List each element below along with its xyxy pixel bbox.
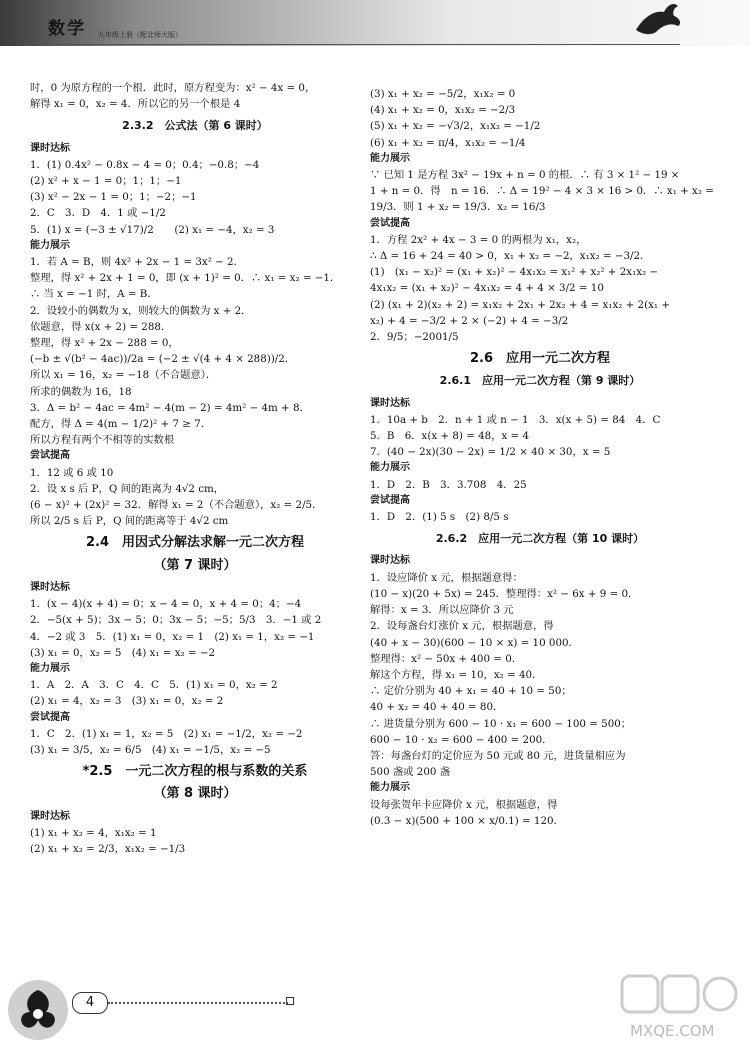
answer-line: (0.3 − x)(500 + 100 × x/0.1) = 120． xyxy=(370,814,564,827)
section-heading: 2.4 用因式分解法求解一元二次方程 xyxy=(85,535,305,551)
page-number: 4 xyxy=(72,992,108,1014)
answer-line: 1 + n = 0．得 n = 16．∴ Δ = 19² − 4 × 3 × 16 > 0．∴ x₁ + x₂ = xyxy=(370,185,714,198)
answer-line: 2．设 x s 后 P，Q 间的距离为 4√2 cm， xyxy=(30,482,225,495)
answer-line: (3) x₁ = 3/5，x₂ = 6/5 (4) x₁ = −1/5，x₂ = −5 xyxy=(30,743,271,756)
answer-line: (−b ± √(b² − 4ac))/2a = (−2 ± √(4 + 4 × 288))/2． xyxy=(30,353,296,366)
answer-line: 4x₁x₂ = (x₁ + x₂)² − 4x₁x₂ = 4 + 4 × 3/2 = 10 xyxy=(370,282,604,295)
answer-line: 依题意，得 x(x + 2) = 288． xyxy=(30,320,172,333)
answer-line: (3) x² − 2x − 1 = 0；1；−2；−1 xyxy=(30,191,197,204)
answer-line: 5．(1) x = (−3 ± √17)/2 (2) x₁ = −4，x₂ = 3 xyxy=(30,223,275,236)
section-label: 课时达标 xyxy=(370,555,410,567)
answer-line: 1．D 2．(1) 5 s (2) 8/5 s xyxy=(370,511,509,524)
answer-line: 500 盏或 200 盏 xyxy=(370,766,451,779)
answer-line: 2．C 3．D 4．1 或 −1/2 xyxy=(30,207,166,220)
answer-line: 所求的偶数为 16，18 xyxy=(30,385,132,398)
section-heading: 2.6.2 应用一元二次方程（第 10 课时） xyxy=(435,532,645,546)
answer-line: (2) x₁ + x₂ = 2/3，x₁x₂ = −1/3 xyxy=(30,842,186,855)
section-label: 能力展示 xyxy=(30,239,70,251)
answer-line: 所以方程有两个不相等的实数根 xyxy=(30,434,175,447)
answer-line: ∴ 进货量分别为 600 − 10 · x₁ = 600 − 100 = 500； xyxy=(370,717,632,730)
section-label: 尝试提高 xyxy=(370,494,410,506)
answer-line: 解这个方程，得 x₁ = 10，x₂ = 40． xyxy=(370,668,543,681)
answer-line: (2) (x₁ + 2)(x₂ + 2) = x₁x₂ + 2x₁ + 2x₂ + 4 = x₁x₂ + 2(x₁ + xyxy=(370,298,670,311)
left-column xyxy=(30,80,360,857)
footer-dotted-rule xyxy=(108,1002,288,1004)
header-rule xyxy=(40,44,680,45)
answer-line: 1．12 或 6 或 10 xyxy=(30,466,114,479)
answer-line: ∵ 已知 1 是方程 3x² − 19x + n = 0 的根．∴ 有 3 × 1² − 19 × xyxy=(370,169,680,182)
answer-line: 2．−5(x + 5)；3x − 5；0；3x − 5；−5；5/3 3．−1 或 2 xyxy=(30,614,322,627)
answer-line: (10 − x)(20 + 5x) = 245．整理得：x² − 6x + 9 = 0． xyxy=(370,587,639,600)
section-heading: 2.6.1 应用一元二次方程（第 9 课时） xyxy=(439,374,641,388)
answer-line: (1) x₁ + x₂ = 4，x₁x₂ = 1 xyxy=(30,826,157,839)
answer-line: 时，0 为原方程的一个根．此时，原方程变为：x² − 4x = 0， xyxy=(30,82,316,94)
answer-line: 1．(x − 4)(x + 4) = 0；x − 4 = 0，x + 4 = 0；4；−4 xyxy=(30,598,302,611)
section-label: 课时达标 xyxy=(370,397,410,409)
answer-line: 1．A 2．A 3．C 4．C 5．(1) x₁ = 0，x₂ = 2 xyxy=(30,679,278,692)
section-label: 能力展示 xyxy=(370,462,410,474)
watermark-text: MXQE.COM xyxy=(630,1022,715,1040)
answer-line: (6 − x)² + (2x)² = 32．解得 x₁ = 2（不合题意），x₂ = 2/5． xyxy=(30,499,323,512)
grade-label: 九年级上册（配北师大版） xyxy=(98,31,182,39)
section-heading: *2.5 一元二次方程的根与系数的关系 xyxy=(82,764,308,780)
subject-title: 数学 xyxy=(48,19,86,39)
answer-line: 600 − 10 · x₂ = 600 − 400 = 200． xyxy=(370,733,553,746)
answer-line: (6) x₁ + x₂ = π/4，x₁x₂ = −1/4 xyxy=(370,136,526,149)
section-heading: （第 8 课时） xyxy=(153,786,237,802)
answer-line: 1．(1) 0.4x² − 0.8x − 4 = 0；0.4；−0.8；−4 xyxy=(30,158,260,171)
answer-line: (2) x² + x − 1 = 0；1；1；−1 xyxy=(30,175,182,188)
bird-logo-icon xyxy=(634,2,684,42)
page-header xyxy=(0,0,750,52)
section-label: 课时达标 xyxy=(30,142,70,154)
answer-line: 设每张贺年卡应降价 x 元，根据题意，得 xyxy=(370,798,558,811)
section-label: 课时达标 xyxy=(30,581,70,593)
answer-line: 2．设每盏台灯涨价 x 元，根据题意，得 xyxy=(370,620,554,633)
answer-line: 3．Δ = b² − 4ac = 4m² − 4(m − 2) = 4m² − 4m + 8． xyxy=(30,401,310,414)
answer-line: 40 + x₂ = 40 + 40 = 80． xyxy=(370,701,504,714)
footer-square-icon xyxy=(286,997,294,1005)
answer-line: 所以 x₁ = 16，x₂ = −18（不合题意）． xyxy=(30,369,217,382)
answer-line: 2．9/5；−2001/5 xyxy=(370,331,459,344)
section-label: 能力展示 xyxy=(30,662,70,674)
section-heading: （第 7 课时） xyxy=(153,557,237,573)
flower-ornament-icon xyxy=(4,960,74,1048)
answer-line: 2．设较小的偶数为 x，则较大的偶数为 x + 2． xyxy=(30,304,252,317)
answer-line: 5．B 6．x(x + 8) = 48，x = 4 xyxy=(370,430,530,443)
answer-line: 7．(40 − 2x)(30 − 2x) = 1/2 × 40 × 30，x = 5 xyxy=(370,446,611,459)
section-label: 课时达标 xyxy=(30,810,70,822)
answer-line: 所以 2/5 s 后 P，Q 间的距离等于 4√2 cm xyxy=(30,515,229,528)
answer-line: (4) x₁ + x₂ = 0，x₁x₂ = −2/3 xyxy=(370,104,516,117)
answer-line: 解得 x₁ = 0，x₂ = 4．所以它的另一个根是 4 xyxy=(30,98,241,111)
answer-line: 整理，得 x² + 2x − 288 = 0， xyxy=(30,337,179,350)
answer-line: ∴ Δ = 16 + 24 = 40 > 0，x₁ + x₂ = −2，x₁x₂ = −3/2． xyxy=(370,250,651,263)
page-footer xyxy=(0,960,750,1048)
answer-line: (1) (x₁ − x₂)² = (x₁ + x₂)² − 4x₁x₂ = x₁² + x₂² + 2x₁x₂ − xyxy=(370,266,659,279)
section-label: 能力展示 xyxy=(370,152,410,164)
answer-line: 1．C 2．(1) x₁ = 1，x₂ = 5 (2) x₁ = −1/2，x₂ = −2 xyxy=(30,727,303,740)
section-label: 尝试提高 xyxy=(30,450,70,462)
right-column xyxy=(370,86,714,829)
answer-line: (2) x₁ = 4，x₂ = 3 (3) x₁ = 0，x₂ = 2 xyxy=(30,695,224,708)
answer-line: 1．方程 2x² + 4x − 3 = 0 的两根为 x₁，x₂， xyxy=(370,233,587,246)
section-label: 能力展示 xyxy=(370,782,410,794)
answer-line: (3) x₁ + x₂ = −5/2，x₁x₂ = 0 xyxy=(370,88,516,100)
answer-line: 1．若 A = B，则 4x² + 2x − 1 = 3x² − 2． xyxy=(30,256,244,269)
answer-line: x₂) + 4 = −3/2 + 2 × (−2) + 4 = −3/2 xyxy=(370,314,569,327)
section-label: 尝试提高 xyxy=(30,711,70,723)
answer-line: 答：每盏台灯的定价应为 50 元或 80 元，进货量相应为 xyxy=(370,749,626,762)
answer-line: (40 + x − 30)(600 − 10 × x) = 10 000． xyxy=(370,636,579,649)
answer-line: ∴ 当 x = −1 时，A = B． xyxy=(30,288,158,301)
answer-line: 整理得：x² − 50x + 400 = 0． xyxy=(370,652,523,665)
answer-line: ∴ 定价分别为 40 + x₁ = 40 + 10 = 50； xyxy=(370,685,572,698)
answer-line: (3) x₁ = 0，x₂ = 5 (4) x₁ = x₂ = −2 xyxy=(30,646,216,659)
section-label: 尝试提高 xyxy=(370,217,410,229)
section-heading: 2.6 应用一元二次方程 xyxy=(469,351,611,367)
answer-line: 1．D 2．B 3．3.708 4．25 xyxy=(370,478,527,491)
section-heading: 2.3.2 公式法（第 6 课时） xyxy=(122,119,268,133)
answer-line: 配方，得 Δ = 4(m − 1/2)² + 7 ≥ 7． xyxy=(30,418,212,431)
answer-line: 解得：x = 3．所以应降价 3 元 xyxy=(370,604,514,617)
answer-line: 1．10a + b 2．n + 1 或 n − 1 3．x(x + 5) = 84 4．C xyxy=(370,413,661,426)
watermark-logo-icon xyxy=(620,970,740,1026)
answer-line: (5) x₁ + x₂ = −√3/2，x₁x₂ = −1/2 xyxy=(370,120,541,133)
answer-line: 1．设应降价 x 元，根据题意得： xyxy=(370,571,523,584)
answer-line: 整理，得 x² + 2x + 1 = 0，即 (x + 1)² = 0．∴ x₁ = x₂ = −1． xyxy=(30,272,341,285)
answer-line: 4．−2 或 3 5．(1) x₁ = 0，x₂ = 1 (2) x₁ = 1，x₂ = −1 xyxy=(30,630,315,643)
answer-line: 19/3．则 1 + x₂ = 19/3．x₂ = 16/3 xyxy=(370,201,546,214)
